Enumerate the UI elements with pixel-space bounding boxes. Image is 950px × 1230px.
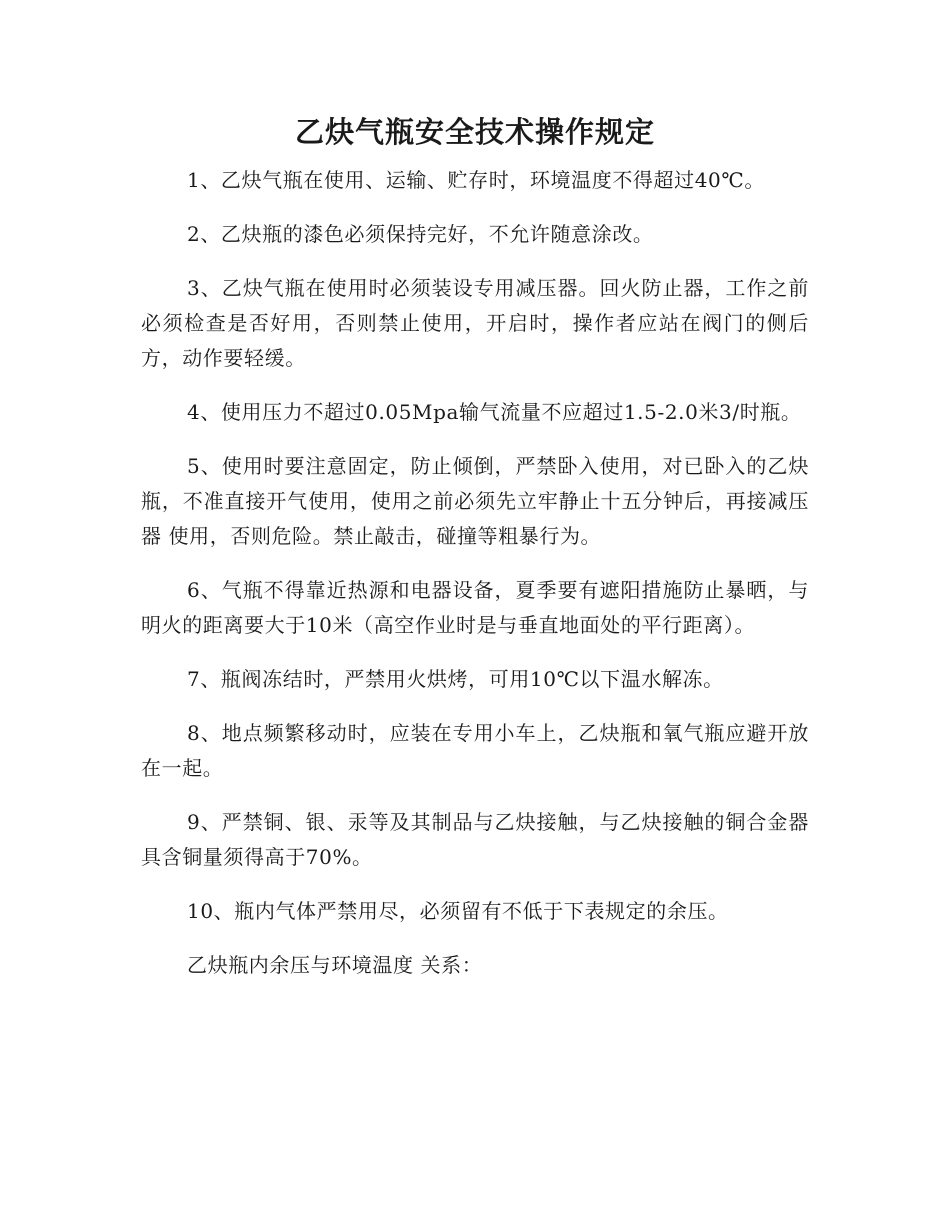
document-body bbox=[141, 163, 809, 1002]
paragraph-10: 10、瓶内气体严禁用尽，必须留有不低于下表规定的余压。 bbox=[187, 899, 729, 923]
paragraph-3: 3、乙炔气瓶在使用时必须装设专用减压器。回火防止器，工作之前必须检查是否好用，否则禁止使用，开启时，操作者应站在阀门的侧后方，动作要轻缓。 bbox=[141, 276, 809, 370]
paragraph-1: 1、乙炔气瓶在使用、运输、贮存时，环境温度不得超过40℃。 bbox=[187, 168, 765, 192]
paragraph-2: 2、乙炔瓶的漆色必须保持完好，不允许随意涂改。 bbox=[187, 222, 654, 246]
document-title: 乙炔气瓶安全技术操作规定 bbox=[294, 115, 655, 149]
table-caption: 乙炔瓶内余压与环境温度 关系： bbox=[187, 953, 483, 977]
paragraph-9: 9、严禁铜、银、汞等及其制品与乙炔接触，与乙炔接触的铜合金器具含铜量须得高于70%。 bbox=[141, 810, 809, 869]
paragraph-5: 5、使用时要注意固定，防止倾倒，严禁卧入使用，对已卧入的乙炔瓶，不准直接开气使用，使用之前必须先立牢静止十五分钟后，再接减压器 使用，否则危险。禁止敲击，碰撞等粗暴行为。 bbox=[141, 454, 809, 548]
paragraph-8: 8、地点频繁移动时，应装在专用小车上，乙炔瓶和氧气瓶应避开放在一起。 bbox=[141, 721, 809, 780]
paragraph-6: 6、气瓶不得靠近热源和电器设备，夏季要有遮阳措施防止暴晒，与明火的距离要大于10米（高空作业时是与垂直地面处的平行距离）。 bbox=[141, 578, 809, 637]
paragraph-4: 4、使用压力不超过0.05Mpa输气流量不应超过1.5-2.0米3/时瓶。 bbox=[187, 400, 802, 424]
paragraph-7: 7、瓶阀冻结时，严禁用火烘烤，可用10℃以下温水解冻。 bbox=[187, 667, 724, 691]
